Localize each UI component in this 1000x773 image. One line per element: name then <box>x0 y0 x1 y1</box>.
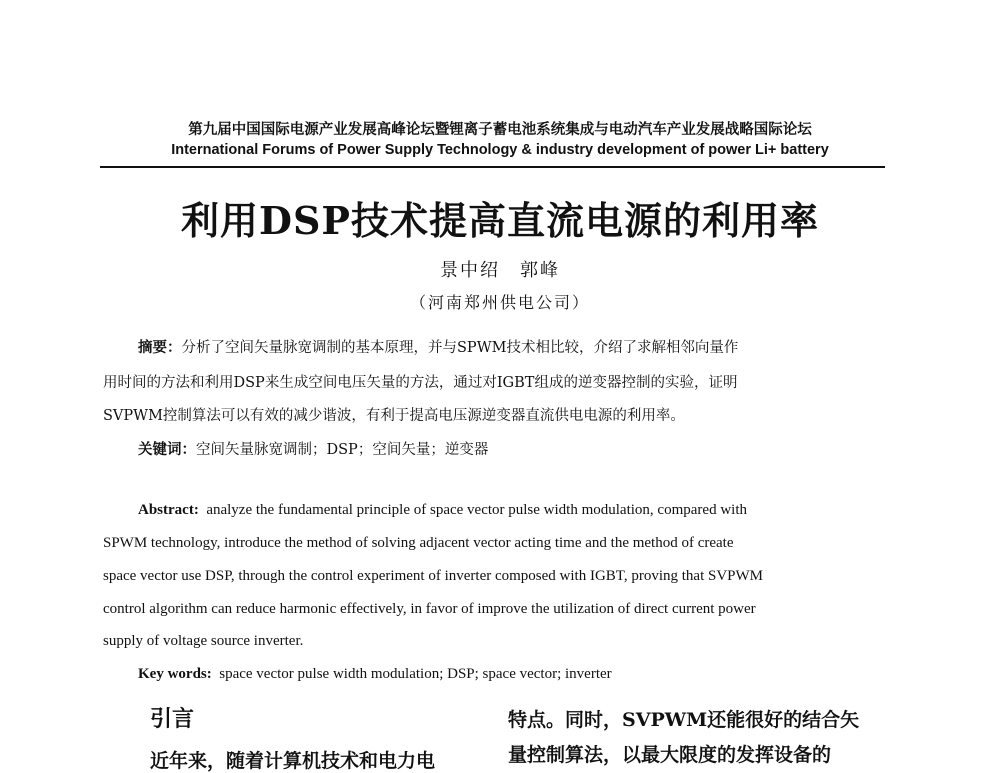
body-right-line-1: 特点。同时，SVPWM还能很好的结合矢 <box>508 709 860 731</box>
abstract-en-line-5: supply of voltage source inverter. <box>103 633 304 649</box>
conference-title-cn: 第九届中国国际电源产业发展高峰论坛暨锂离子蓄电池系统集成与电动汽车产业发展战略国际论坛 <box>188 121 812 138</box>
keywords-cn-label: 关键词： <box>138 441 196 458</box>
abstract-cn-label: 摘要： <box>138 339 182 356</box>
conference-title-en: International Forums of Power Supply Technology & industry development of power Li+ battery <box>171 142 829 158</box>
abstract-cn-line-1 <box>138 336 738 357</box>
abstract-en-line-4: control algorithm can reduce harmonic effectively, in favor of improve the utilization of direct current power <box>103 601 756 617</box>
abstract-en-label: Abstract: <box>138 502 199 518</box>
header-divider <box>100 166 885 168</box>
keywords-en-label: Key words: <box>138 666 212 682</box>
keywords-cn-text: 空间矢量脉宽调制；DSP；空间矢量；逆变器 <box>196 442 489 458</box>
abstract-cn-line-2: 用时间的方法和利用DSP来生成空间电压矢量的方法，通过对IGBT组成的逆变器控制的实验，证明 <box>103 375 738 391</box>
abstract-en-text-1: analyze the fundamental principle of space vector pulse width modulation, compared with <box>206 502 747 518</box>
paper-title: 利用DSP技术提高直流电源的利用率 <box>181 198 819 243</box>
abstract-en-line-2: SPWM technology, introduce the method of solving adjacent vector acting time and the method of create <box>103 535 734 551</box>
paper-affiliation: （河南郑州供电公司） <box>409 293 590 312</box>
keywords-en-text: space vector pulse width modulation; DSP; space vector; inverter <box>219 666 612 682</box>
abstract-en-line-1 <box>138 502 747 519</box>
body-right-line-2: 量控制算法，以最大限度的发挥设备的 <box>508 744 832 766</box>
keywords-cn <box>138 438 488 459</box>
abstract-cn-line-3: SVPWM控制算法可以有效的减少谐波，有利于提高电压源逆变器直流供电电源的利用率。 <box>103 408 685 424</box>
keywords-en <box>138 666 612 683</box>
abstract-en-line-3: space vector use DSP, through the control experiment of inverter composed with IGBT, proving that SVPWM <box>103 568 764 584</box>
abstract-cn-text-1: 分析了空间矢量脉宽调制的基本原理，并与SPWM技术相比较，介绍了求解相邻向量作 <box>181 340 739 356</box>
body-left-line-1: 近年来，随着计算机技术和电力电 <box>150 750 436 772</box>
section-title-introduction: 引言 <box>150 707 195 732</box>
paper-authors: 景中绍 郭峰 <box>440 260 560 281</box>
